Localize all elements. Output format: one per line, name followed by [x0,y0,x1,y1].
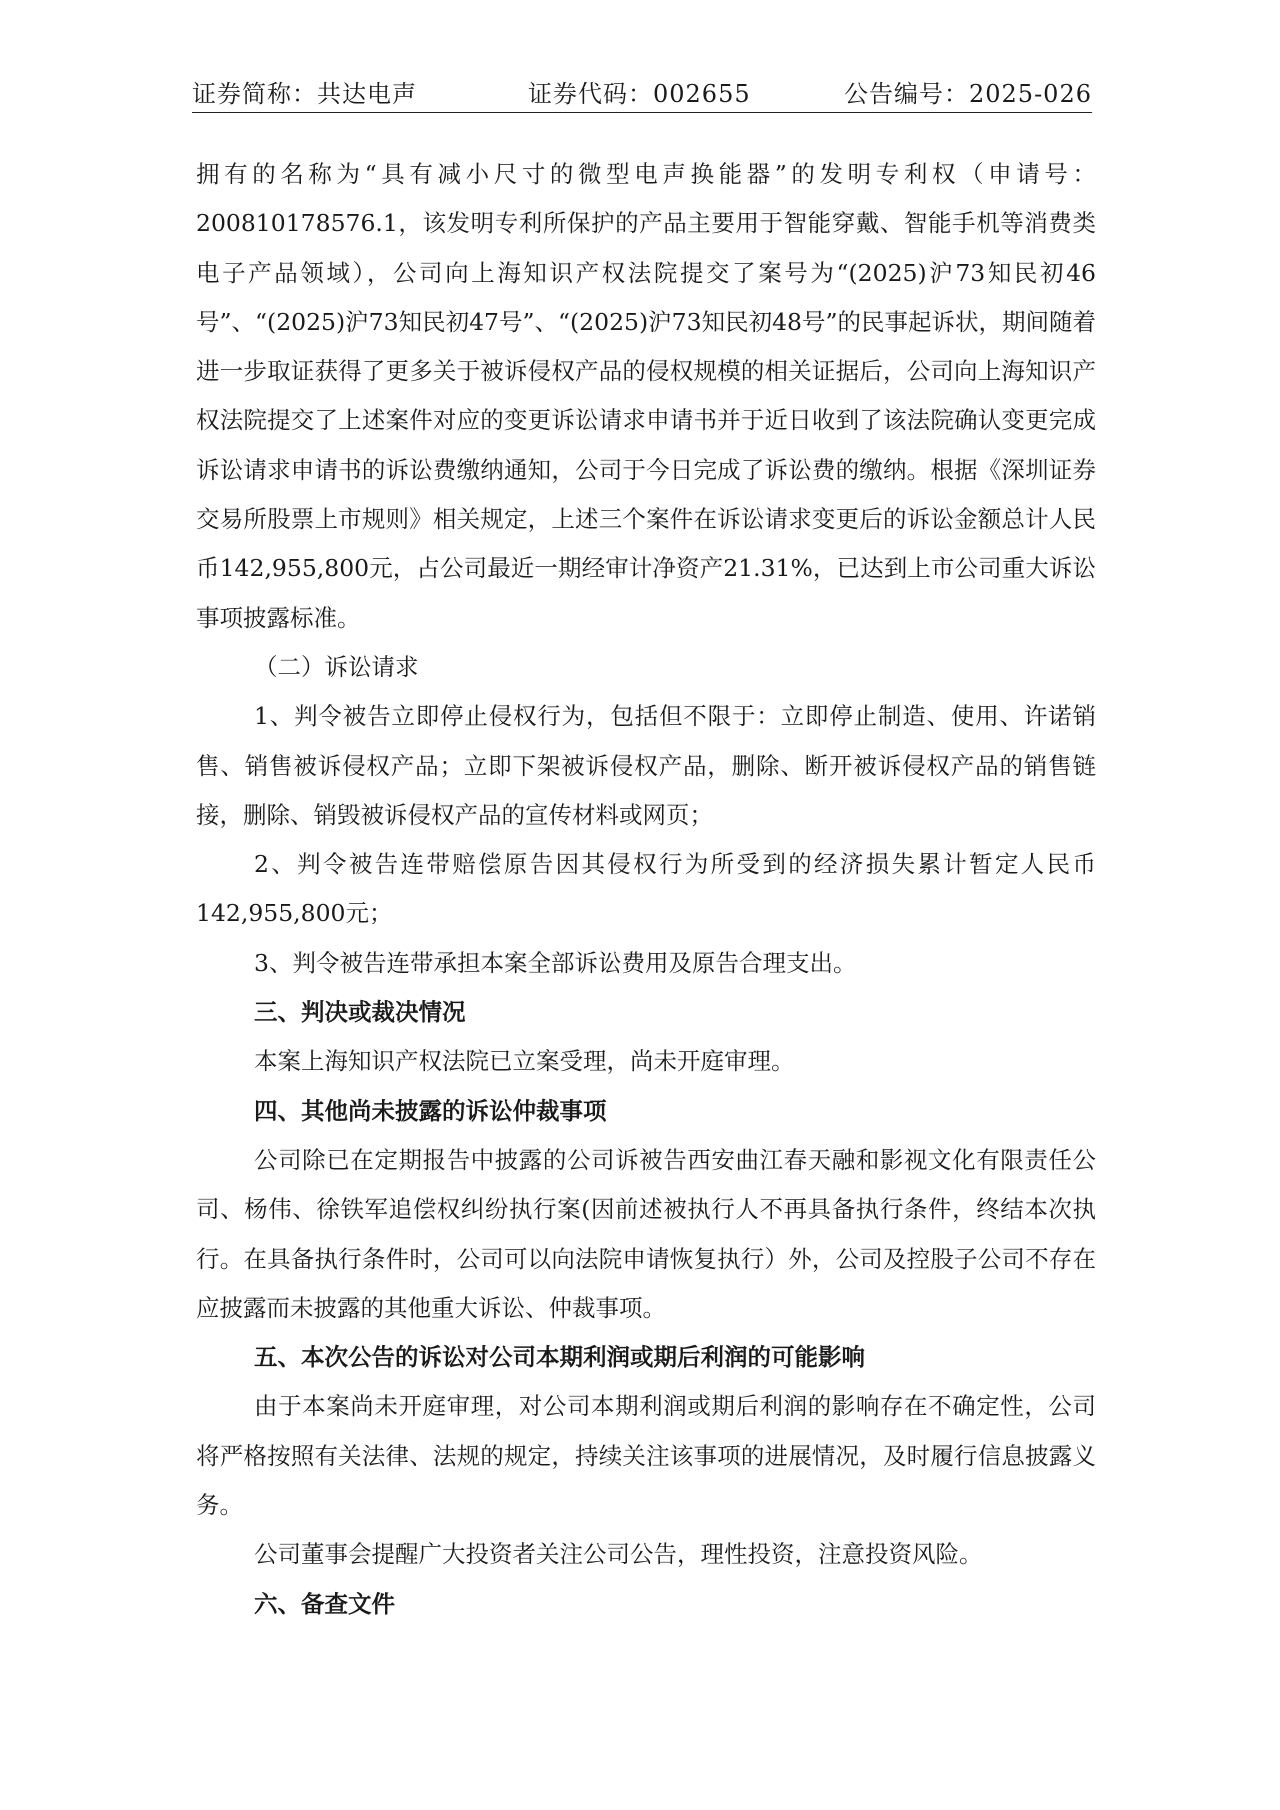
header-divider [192,112,1092,113]
claim-item-3: 3、判令被告连带承担本案全部诉讼费用及原告合理支出。 [254,948,857,977]
section-title-profit-impact: 五、本次公告的诉讼对公司本期利润或期后利润的可能影响 [254,1343,865,1372]
section-text-other-litigation: 公司除已在定期报告中披露的公司诉被告西安曲江春天融和影视文化有限责任公司、杨伟、徐铁军追偿权纠纷执行案(因前述被执行人不再具备执行条件，终结本次执行。在具备执行条件时，公司可以向法院申请恢复执行）外，公司及控股子公司不存在应披露而未披露的其他重大诉讼、仲裁事项。 [196,1145,1096,1322]
document-body [196,150,1096,1629]
claim-item-1: 1、判令被告立即停止侵权行为，包括但不限于：立即停止制造、使用、许诺销售、销售被诉侵权产品；立即下架被诉侵权产品，删除、断开被诉侵权产品的销售链接，删除、销毁被诉侵权产品的宣传材料或网页； [196,702,1096,829]
page-header [192,76,1092,112]
claim-item-2: 2、判令被告连带赔偿原告因其侵权行为所受到的经济损失累计暂定人民币142,955,800元； [196,850,1096,928]
section-text-profit-impact: 由于本案尚未开庭审理，对公司本期利润或期后利润的影响存在不确定性，公司将严格按照有关法律、法规的规定，持续关注该事项的进展情况，及时履行信息披露义务。 [196,1392,1096,1520]
section-text-judgment: 本案上海知识产权法院已立案受理，尚未开庭审理。 [254,1047,795,1076]
section-title-reference-documents: 六、备查文件 [254,1589,395,1618]
section-text-risk-reminder: 公司董事会提醒广大投资者关注公司公告，理性投资，注意投资风险。 [254,1540,983,1569]
section-title-judgment: 三、判决或裁决情况 [254,998,466,1027]
announcement-number: 公告编号：2025-026 [844,80,1092,108]
paragraph-case-background: 拥有的名称为“具有减小尺寸的微型电声换能器”的发明专利权（申请号：200810178576.1，该发明专利所保护的产品主要用于智能穿戴、智能手机等消费类电子产品领域），公司向上海知识产权法院提交了案号为“(2025)沪73知民初46号”、“(2025)沪73知民初47号”、“(2025)沪73知民初48号”的民事起诉状，期间随着进一步取证获得了更多关于被诉侵权产品的侵权规模的相关证据后，公司向上海知识产权法院提交了上述案件对应的变更诉讼请求申请书并于近日收到了该法院确认变更完成诉讼请求申请书的诉讼费缴纳通知，公司于今日完成了诉讼费的缴纳。根据《深圳证券交易所股票上市规则》相关规定，上述三个案件在诉讼请求变更后的诉讼金额总计人民币142,955,800元，占公司最近一期经审计净资产21.31%，已达到上市公司重大诉讼事项披露标准。 [196,160,1096,632]
stock-short-name: 证券简称：共达电声 [192,80,417,108]
stock-code: 证券代码：002655 [528,80,751,108]
section-title-other-litigation: 四、其他尚未披露的诉讼仲裁事项 [254,1096,607,1125]
subheading-litigation-claims: （二）诉讼请求 [254,652,419,681]
